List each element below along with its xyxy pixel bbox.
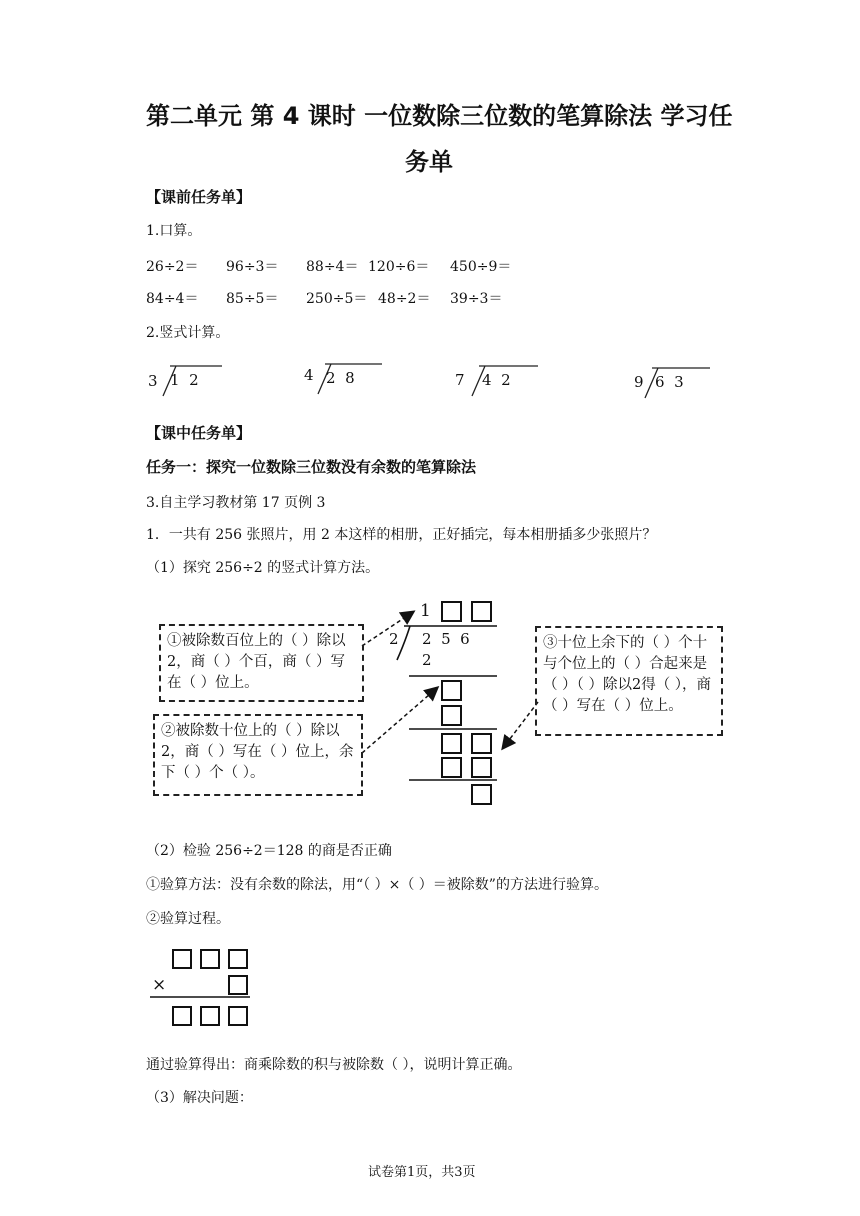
conclusion: 通过验算得出：商乘除数的积与被除数（ ），说明计算正确。 [146, 1057, 522, 1073]
check-process: ②验算过程。 [146, 911, 230, 927]
in-class-heading: 【课中任务单】 [146, 424, 252, 442]
answer-box[interactable] [200, 949, 220, 969]
question-1-label: 1.口算。 [146, 223, 202, 239]
answer-box[interactable] [228, 975, 248, 995]
oral-item: 450÷9＝ [450, 259, 512, 275]
oral-item: 85÷5＝ [226, 291, 279, 307]
diagram-dividend: 2 5 6 [422, 630, 470, 648]
page-title-line2: 务单 [405, 148, 453, 176]
hint-box-1: ①被除数百位上的（ ）除以2，商（ ）个百，商（ ）写在（ ）位上。 [159, 624, 364, 702]
diagram-divisor: 2 [389, 630, 399, 648]
vertical-divisor: 7 [455, 371, 465, 389]
answer-box[interactable] [441, 601, 462, 622]
answer-box[interactable] [471, 601, 492, 622]
pre-class-heading: 【课前任务单】 [146, 188, 252, 206]
page-footer: 试卷第1页，共3页 [368, 1165, 476, 1180]
answer-box[interactable] [471, 757, 492, 778]
vertical-divisor: 9 [634, 373, 644, 391]
answer-box[interactable] [441, 733, 462, 754]
vertical-dividend: 2 8 [326, 369, 355, 387]
hint-box-3: ③十位上余下的（ ）个十与个位上的（ ）合起来是（ ）（ ）除以2得（ ），商（ ）写在（ ）位上。 [535, 626, 723, 736]
answer-box[interactable] [441, 757, 462, 778]
oral-item: 96÷3＝ [226, 259, 279, 275]
first-product: 2 [422, 651, 432, 669]
task-1-heading: 任务一：探究一位数除三位数没有余数的笔算除法 [146, 458, 477, 476]
answer-box[interactable] [172, 1006, 192, 1026]
oral-item: 26÷2＝ [146, 259, 199, 275]
vertical-divisor: 3 [148, 372, 158, 390]
question-2-label: 2.竖式计算。 [146, 325, 230, 341]
part-2-label: （2）检验 256÷2＝128 的商是否正确 [146, 843, 392, 859]
hint-box-2: ②被除数十位上的（ ）除以2，商（ ）写在（ ）位上，余下（ ）个（ ）。 [153, 714, 363, 796]
oral-item: 84÷4＝ [146, 291, 199, 307]
page-title-line1: 第二单元 第 4 课时 一位数除三位数的笔算除法 学习任 [146, 102, 733, 130]
part-1-label: （1）探究 256÷2 的竖式计算方法。 [146, 560, 380, 576]
question-3-label: 3.自主学习教材第 17 页例 3 [146, 495, 326, 511]
check-method: ①验算方法：没有余数的除法，用“（ ）×（ ）＝被除数”的方法进行验算。 [146, 877, 608, 893]
oral-item: 48÷2＝ [378, 291, 431, 307]
oral-item: 120÷6＝ [368, 259, 430, 275]
vertical-dividend: 4 2 [482, 371, 511, 389]
times-sign: × [152, 975, 167, 995]
answer-box[interactable] [441, 705, 462, 726]
vertical-divisor: 4 [304, 366, 314, 384]
vertical-dividend: 6 3 [655, 373, 684, 391]
word-problem: 1．一共有 256 张照片，用 2 本这样的相册，正好插完，每本相册插多少张照片？ [146, 527, 657, 543]
part-3-label: （3）解决问题： [146, 1090, 253, 1106]
quotient-digit: 1 [420, 601, 431, 621]
answer-box[interactable] [471, 733, 492, 754]
answer-box[interactable] [441, 680, 462, 701]
oral-item: 250÷5＝ [306, 291, 368, 307]
answer-box[interactable] [228, 1006, 248, 1026]
vertical-dividend: 1 2 [170, 371, 199, 389]
answer-box[interactable] [228, 949, 248, 969]
answer-box[interactable] [200, 1006, 220, 1026]
oral-item: 88÷4＝ [306, 259, 359, 275]
answer-box[interactable] [471, 784, 492, 805]
answer-box[interactable] [172, 949, 192, 969]
oral-item: 39÷3＝ [450, 291, 503, 307]
